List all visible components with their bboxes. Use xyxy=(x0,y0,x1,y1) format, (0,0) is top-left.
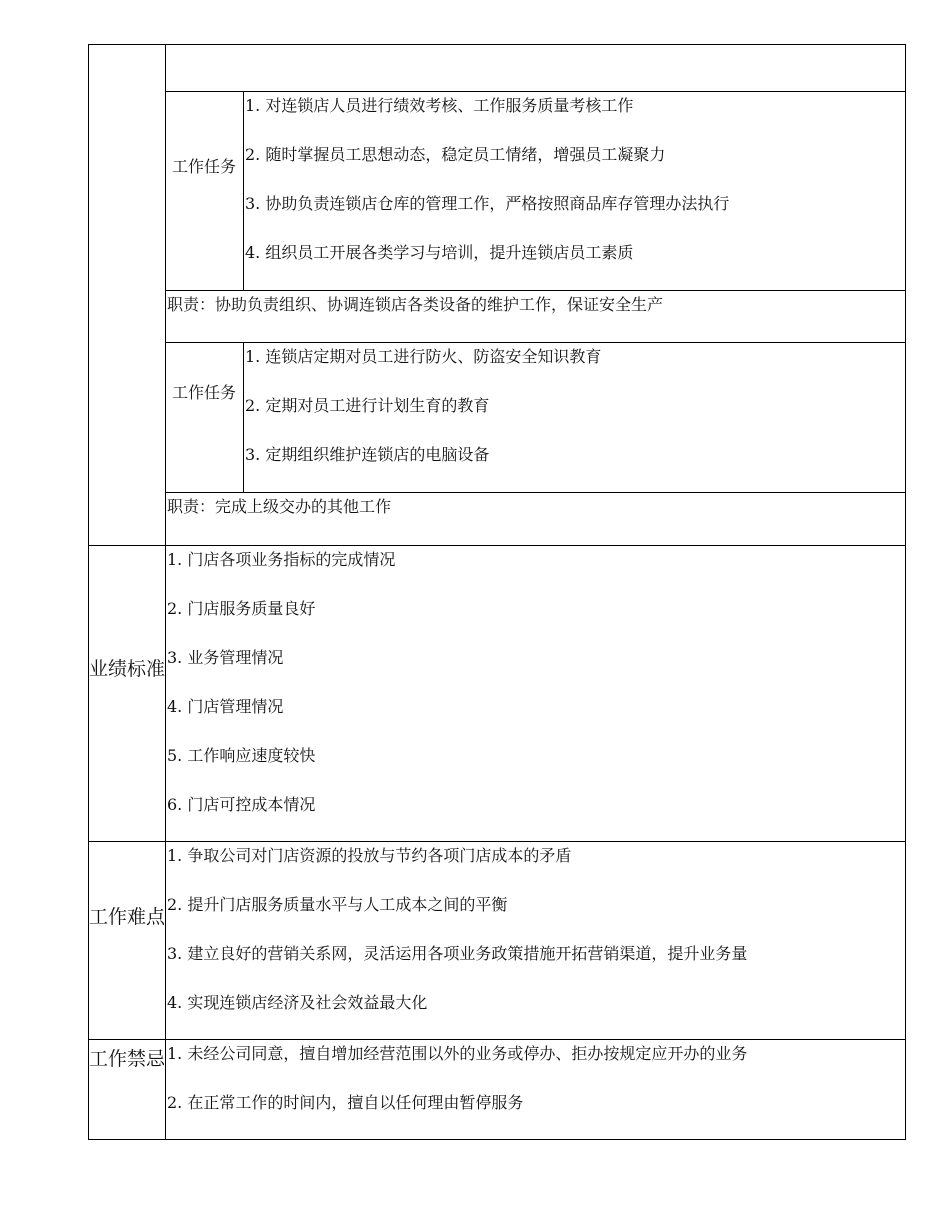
section-divider xyxy=(88,841,906,842)
prohibition-item: 1. 未经公司同意，擅自增加经营范围以外的业务或停办、拒办按规定应开办的业务 xyxy=(167,1044,748,1063)
section-divider xyxy=(88,1039,906,1040)
prohibition-item: 2. 在正常工作的时间内，擅自以任何理由暂停服务 xyxy=(167,1093,524,1112)
performance-item: 5. 工作响应速度较快 xyxy=(167,746,316,765)
task-label-1: 工作任务 xyxy=(171,157,236,176)
performance-label: 业绩标准 xyxy=(88,658,165,680)
performance-item: 3. 业务管理情况 xyxy=(167,648,284,667)
difficulties-label: 工作难点 xyxy=(88,906,165,928)
row-divider xyxy=(166,342,906,343)
performance-item: 1. 门店各项业务指标的完成情况 xyxy=(167,550,396,569)
task-item: 2. 定期对员工进行计划生育的教育 xyxy=(245,396,490,415)
difficulty-item: 1. 争取公司对门店资源的投放与节约各项门店成本的矛盾 xyxy=(167,846,572,865)
difficulty-item: 2. 提升门店服务质量水平与人工成本之间的平衡 xyxy=(167,895,508,914)
task-item: 3. 协助负责连锁店仓库的管理工作，严格按照商品库存管理办法执行 xyxy=(245,194,730,213)
column-divider xyxy=(243,342,244,492)
duty-text: 职责：完成上级交办的其他工作 xyxy=(167,497,392,516)
performance-item: 4. 门店管理情况 xyxy=(167,697,284,716)
task-item: 2. 随时掌握员工思想动态，稳定员工情绪，增强员工凝聚力 xyxy=(245,145,666,164)
row-divider xyxy=(166,290,906,291)
difficulty-item: 3. 建立良好的营销关系网，灵活运用各项业务政策措施开拓营销渠道，提升业务量 xyxy=(167,944,748,963)
section-divider xyxy=(88,545,906,546)
task-item: 1. 对连锁店人员进行绩效考核、工作服务质量考核工作 xyxy=(245,96,634,115)
row-divider xyxy=(166,492,906,493)
task-item: 3. 定期组织维护连锁店的电脑设备 xyxy=(245,445,490,464)
performance-item: 2. 门店服务质量良好 xyxy=(167,599,316,618)
prohibitions-label: 工作禁忌 xyxy=(88,1048,165,1070)
duty-text: 职责：协助负责组织、协调连锁店各类设备的维护工作，保证安全生产 xyxy=(167,295,664,314)
task-label-2: 工作任务 xyxy=(171,383,236,402)
performance-item: 6. 门店可控成本情况 xyxy=(167,795,316,814)
column-divider xyxy=(243,91,244,290)
column-divider xyxy=(165,44,166,1140)
row-divider xyxy=(166,91,906,92)
task-item: 1. 连锁店定期对员工进行防火、防盗安全知识教育 xyxy=(245,347,602,366)
difficulty-item: 4. 实现连锁店经济及社会效益最大化 xyxy=(167,993,428,1012)
task-item: 4. 组织员工开展各类学习与培训，提升连锁店员工素质 xyxy=(245,243,634,262)
